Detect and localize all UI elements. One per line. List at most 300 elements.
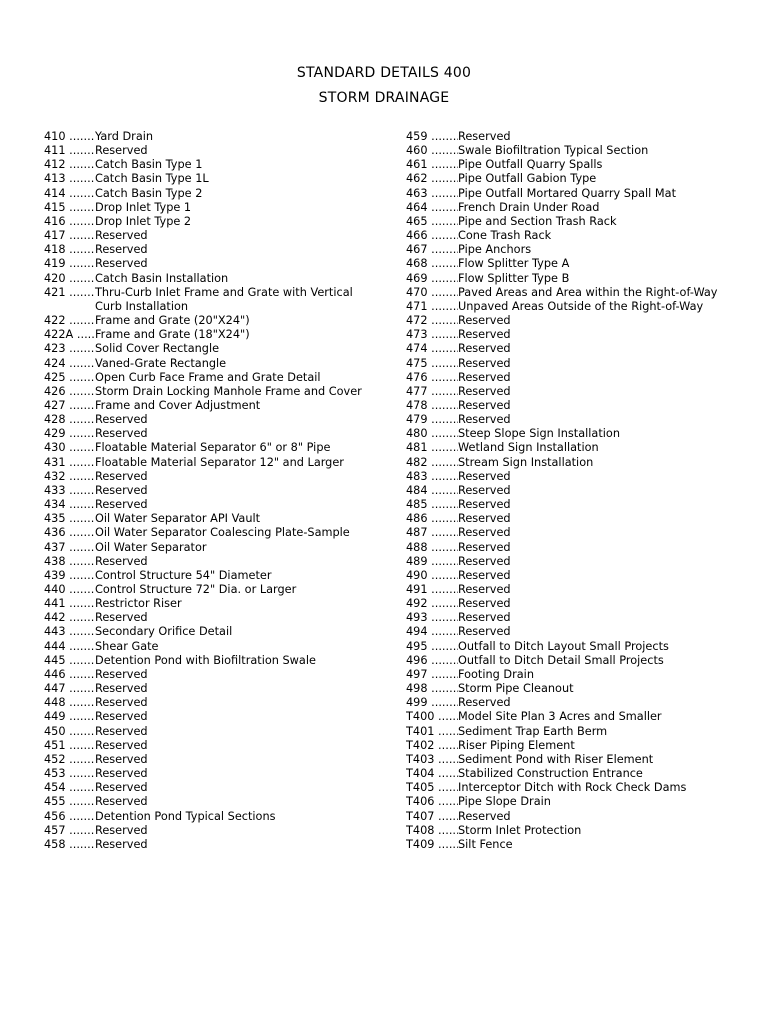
detail-number: 434 ..... (44, 498, 95, 512)
detail-number: 452 ..... (44, 753, 95, 767)
detail-number: 442 ..... (44, 611, 95, 625)
detail-description: Stabilized Construction Entrance (458, 767, 643, 781)
index-entry (406, 243, 746, 257)
document-subtitle: STORM DRAINAGE (318, 90, 450, 106)
detail-description: Pipe Outfall Quarry Spalls (458, 158, 603, 172)
detail-description: Model Site Plan 3 Acres and Smaller (458, 710, 662, 724)
detail-description: Reserved (458, 611, 511, 625)
detail-description: Reserved (95, 823, 148, 837)
index-entry (44, 456, 374, 470)
detail-number: 428 ..... (44, 413, 95, 427)
detail-number: 456 ..... (44, 810, 95, 824)
detail-description: Reserved (95, 667, 148, 681)
index-entry (44, 541, 374, 555)
detail-number: 437 ..... (44, 541, 95, 555)
detail-number: 414 ..... (44, 187, 95, 201)
detail-description: Reserved (95, 469, 148, 483)
detail-description: Thru-Curb Inlet Frame and Grate with Vertical Curb Installation (95, 285, 353, 313)
detail-description: Reserved (458, 583, 511, 596)
index-entry (44, 272, 374, 286)
index-entry (406, 668, 746, 682)
detail-number: T405 ..... (406, 781, 458, 795)
detail-description: Footing Drain (458, 667, 534, 681)
detail-description: Reserved (458, 809, 511, 823)
detail-number: 480 ..... (406, 427, 458, 441)
detail-description: Flow Splitter Type A (458, 257, 570, 271)
detail-number: 433 ..... (44, 484, 95, 498)
index-entry (406, 484, 746, 498)
index-entry (406, 357, 746, 371)
detail-description: Reserved (458, 625, 511, 639)
detail-number: 426 ..... (44, 385, 95, 399)
index-entry (406, 597, 746, 611)
detail-description: Pipe Slope Drain (458, 795, 551, 809)
index-entry (406, 541, 746, 555)
detail-description: Pipe Outfall Mortared Quarry Spall Mat (458, 186, 676, 200)
index-entry (44, 371, 374, 385)
index-entry (406, 696, 746, 710)
detail-description: Restrictor Riser (95, 597, 182, 611)
detail-description: Floatable Material Separator 6" or 8" Pipe (95, 441, 331, 455)
detail-number: 441 ..... (44, 597, 95, 611)
index-entry (44, 668, 374, 682)
index-entry (406, 314, 746, 328)
detail-number: 479 ..... (406, 413, 458, 427)
detail-description: Detention Pond Typical Sections (95, 809, 276, 823)
detail-number: 481 ..... (406, 441, 458, 455)
detail-description: Detention Pond with Biofiltration Swale (95, 653, 316, 667)
detail-number: 447 ..... (44, 682, 95, 696)
detail-number: 453 ..... (44, 767, 95, 781)
detail-number: 490 ..... (406, 569, 458, 583)
index-entry (44, 498, 374, 512)
index-entry (406, 158, 746, 172)
detail-number: 462 ..... (406, 172, 458, 186)
detail-number: T403 ..... (406, 753, 458, 767)
detail-number: 458 ..... (44, 838, 95, 852)
detail-number: 444 ..... (44, 640, 95, 654)
index-entry (44, 342, 374, 356)
detail-description: French Drain Under Road (458, 200, 600, 214)
detail-description: Secondary Orifice Detail (95, 625, 233, 639)
index-entry (44, 427, 374, 441)
detail-number: 498 ..... (406, 682, 458, 696)
detail-number: 425 ..... (44, 371, 95, 385)
detail-description: Wetland Sign Installation (458, 441, 599, 455)
detail-number: T404 ..... (406, 767, 458, 781)
index-entry (406, 441, 746, 455)
index-entry (44, 725, 374, 739)
index-entry (44, 201, 374, 215)
detail-number: 465 ..... (406, 215, 458, 229)
detail-number: 416 ..... (44, 215, 95, 229)
detail-number: 469 ..... (406, 272, 458, 286)
index-entry (406, 767, 746, 781)
index-entry (406, 824, 746, 838)
detail-description: Reserved (95, 724, 148, 738)
detail-number: 457 ..... (44, 824, 95, 838)
detail-description: Frame and Cover Adjustment (95, 398, 261, 412)
detail-description: Reserved (95, 781, 148, 795)
detail-description: Vaned-Grate Rectangle (95, 356, 227, 370)
index-entry (44, 257, 374, 271)
detail-description: Pipe and Section Trash Rack (458, 214, 617, 228)
detail-description: Reserved (458, 568, 511, 582)
index-entry (406, 710, 746, 724)
index-entry (406, 399, 746, 413)
detail-description: Reserved (95, 795, 148, 809)
index-entry (406, 781, 746, 795)
index-entry (406, 838, 746, 852)
detail-number: 448 ..... (44, 696, 95, 710)
index-entry (406, 640, 746, 654)
index-entry (406, 385, 746, 399)
detail-number: 435 ..... (44, 512, 95, 526)
detail-description: Open Curb Face Frame and Grate Detail (95, 370, 321, 384)
detail-description: Shear Gate (95, 639, 159, 653)
detail-number: 415 ..... (44, 201, 95, 215)
detail-description: Control Structure 54" Diameter (95, 568, 272, 582)
index-entry (406, 427, 746, 441)
detail-description: Silt Fence (458, 837, 513, 851)
detail-description: Oil Water Separator (95, 540, 207, 554)
detail-number: 420 ..... (44, 272, 95, 286)
detail-description: Paved Areas and Area within the Right-of-Way (458, 285, 718, 299)
detail-description: Reserved (458, 370, 511, 384)
detail-description: Cone Trash Rack (458, 229, 552, 243)
detail-number: 482 ..... (406, 456, 458, 470)
detail-description: Reserved (95, 257, 148, 271)
detail-number: 461 ..... (406, 158, 458, 172)
index-entry (406, 286, 746, 300)
detail-number: 449 ..... (44, 710, 95, 724)
detail-number: 412 ..... (44, 158, 95, 172)
detail-description: Sediment Trap Earth Berm (458, 724, 608, 738)
index-entry (406, 130, 746, 144)
index-entry (406, 569, 746, 583)
index-entry (44, 640, 374, 654)
detail-description: Reserved (458, 483, 511, 497)
detail-number: T409 ..... (406, 838, 458, 852)
detail-description: Stream Sign Installation (458, 455, 594, 469)
detail-number: 497 ..... (406, 668, 458, 682)
index-entry (406, 172, 746, 186)
detail-number: 455 ..... (44, 795, 95, 809)
index-entry (44, 187, 374, 201)
detail-number: T402 ..... (406, 739, 458, 753)
detail-description: Interceptor Ditch with Rock Check Dams (458, 781, 687, 795)
index-entry (44, 413, 374, 427)
detail-description: Reserved (458, 398, 511, 412)
index-entry (44, 328, 374, 342)
detail-number: 494 ..... (406, 625, 458, 639)
index-entry (406, 456, 746, 470)
index-entry (44, 286, 374, 314)
index-entry (44, 229, 374, 243)
index-entry (44, 441, 374, 455)
detail-number: 468 ..... (406, 257, 458, 271)
index-entry (44, 611, 374, 625)
detail-description: Reserved (95, 710, 148, 724)
detail-number: T406 ..... (406, 795, 458, 809)
detail-description: Reserved (458, 554, 511, 568)
detail-number: 477 ..... (406, 385, 458, 399)
detail-description: Reserved (95, 837, 148, 851)
detail-description: Reserved (458, 130, 511, 143)
detail-number: 460 ..... (406, 144, 458, 158)
detail-number: 484 ..... (406, 484, 458, 498)
detail-number: 422 ..... (44, 314, 95, 328)
detail-number: 464 ..... (406, 201, 458, 215)
detail-description: Pipe Outfall Gabion Type (458, 172, 597, 186)
detail-description: Reserved (458, 384, 511, 398)
detail-description: Oil Water Separator Coalescing Plate-Sample (95, 526, 350, 540)
detail-description: Outfall to Ditch Layout Small Projects (458, 639, 669, 653)
index-entry (44, 399, 374, 413)
detail-number: 466 ..... (406, 229, 458, 243)
index-entry (406, 583, 746, 597)
index-entry (44, 512, 374, 526)
index-entry (406, 470, 746, 484)
detail-number: 472 ..... (406, 314, 458, 328)
index-entry (44, 625, 374, 639)
detail-description: Outfall to Ditch Detail Small Projects (458, 653, 664, 667)
detail-description: Storm Drain Locking Manhole Frame and Cover (95, 384, 362, 398)
index-entry (44, 753, 374, 767)
index-entry (406, 512, 746, 526)
index-entry (406, 144, 746, 158)
index-entry (44, 144, 374, 158)
detail-number: 423 ..... (44, 342, 95, 356)
detail-description: Reserved (95, 738, 148, 752)
detail-number: 422A ..... (44, 328, 95, 342)
detail-description: Reserved (95, 413, 148, 427)
detail-description: Reserved (458, 696, 511, 710)
detail-description: Reserved (458, 342, 511, 356)
index-entry (44, 385, 374, 399)
index-entry (44, 470, 374, 484)
index-entry (406, 611, 746, 625)
detail-number: 438 ..... (44, 555, 95, 569)
detail-number: 483 ..... (406, 470, 458, 484)
index-entry (44, 654, 374, 668)
detail-number: 443 ..... (44, 625, 95, 639)
detail-description: Frame and Grate (20"X24") (95, 314, 250, 328)
detail-number: 474 ..... (406, 342, 458, 356)
detail-description: Reserved (458, 356, 511, 370)
index-entry (44, 710, 374, 724)
detail-description: Reserved (458, 498, 511, 512)
detail-description: Reserved (95, 767, 148, 781)
detail-description: Reserved (95, 144, 148, 158)
detail-number: 489 ..... (406, 555, 458, 569)
detail-description: Catch Basin Type 2 (95, 186, 203, 200)
detail-description: Reserved (458, 540, 511, 554)
detail-description: Yard Drain (95, 130, 154, 143)
detail-number: 421 ..... (44, 286, 95, 314)
detail-description: Oil Water Separator API Vault (95, 512, 261, 526)
index-entry (406, 201, 746, 215)
detail-description: Reserved (95, 483, 148, 497)
index-entry (406, 187, 746, 201)
detail-description: Swale Biofiltration Typical Section (458, 144, 649, 158)
detail-description: Reserved (458, 597, 511, 611)
index-entry (406, 342, 746, 356)
detail-number: T408 ..... (406, 824, 458, 838)
index-entry (44, 696, 374, 710)
index-entry (406, 215, 746, 229)
detail-number: 446 ..... (44, 668, 95, 682)
document-title: STANDARD DETAILS 400 (296, 65, 472, 81)
index-entry (406, 654, 746, 668)
detail-number: 418 ..... (44, 243, 95, 257)
detail-description: Drop Inlet Type 1 (95, 200, 192, 214)
index-entry (44, 739, 374, 753)
detail-description: Catch Basin Type 1L (95, 172, 209, 186)
detail-description: Drop Inlet Type 2 (95, 214, 192, 228)
index-entry (406, 795, 746, 809)
detail-number: 454 ..... (44, 781, 95, 795)
index-entry (44, 215, 374, 229)
index-entry (406, 328, 746, 342)
detail-number: 429 ..... (44, 427, 95, 441)
detail-number: 410 ..... (44, 130, 95, 144)
detail-number: 450 ..... (44, 725, 95, 739)
detail-description: Reserved (95, 611, 148, 625)
detail-description: Riser Piping Element (458, 738, 575, 752)
detail-description: Steep Slope Sign Installation (458, 427, 620, 441)
index-entry (44, 569, 374, 583)
detail-number: 475 ..... (406, 357, 458, 371)
index-entry (44, 357, 374, 371)
detail-description: Reserved (458, 512, 511, 526)
detail-number: 487 ..... (406, 526, 458, 540)
detail-description: Reserved (95, 498, 148, 512)
detail-description: Unpaved Areas Outside of the Right-of-Way (458, 299, 704, 313)
detail-number: 445 ..... (44, 654, 95, 668)
detail-description: Reserved (95, 696, 148, 710)
detail-description: Catch Basin Type 1 (95, 158, 203, 172)
detail-description: Reserved (458, 469, 511, 483)
detail-description: Reserved (95, 554, 148, 568)
detail-description: Storm Pipe Cleanout (458, 682, 574, 696)
detail-description: Reserved (95, 243, 148, 257)
detail-number: 495 ..... (406, 640, 458, 654)
index-entry (406, 272, 746, 286)
index-entry (44, 824, 374, 838)
detail-description: Catch Basin Installation (95, 271, 229, 285)
detail-number: 491 ..... (406, 583, 458, 597)
index-entry (44, 172, 374, 186)
detail-number: 411 ..... (44, 144, 95, 158)
index-entry (406, 526, 746, 540)
index-entry (406, 682, 746, 696)
right-index-column (406, 130, 746, 852)
detail-number: 459 ..... (406, 130, 458, 144)
detail-number: 432 ..... (44, 470, 95, 484)
index-entry (44, 484, 374, 498)
detail-number: 430 ..... (44, 441, 95, 455)
detail-description: Reserved (95, 682, 148, 696)
detail-description: Reserved (458, 314, 511, 328)
detail-description: Reserved (95, 229, 148, 243)
detail-description: Reserved (458, 413, 511, 427)
detail-description: Pipe Anchors (458, 243, 532, 257)
index-entry (44, 130, 374, 144)
index-entry (44, 243, 374, 257)
detail-number: 478 ..... (406, 399, 458, 413)
detail-number: 419 ..... (44, 257, 95, 271)
index-entry (406, 555, 746, 569)
index-entry (44, 682, 374, 696)
detail-number: 488 ..... (406, 541, 458, 555)
index-entry (406, 300, 746, 314)
detail-number: 439 ..... (44, 569, 95, 583)
detail-description: Reserved (458, 328, 511, 342)
detail-number: 470 ..... (406, 286, 458, 300)
detail-description: Floatable Material Separator 12" and Larger (95, 455, 344, 469)
index-entry (406, 371, 746, 385)
index-entry (406, 257, 746, 271)
detail-number: 463 ..... (406, 187, 458, 201)
detail-number: 492 ..... (406, 597, 458, 611)
index-entry (44, 597, 374, 611)
detail-number: 485 ..... (406, 498, 458, 512)
detail-number: 473 ..... (406, 328, 458, 342)
detail-number: 440 ..... (44, 583, 95, 597)
index-entry (44, 526, 374, 540)
index-entry (44, 583, 374, 597)
detail-description: Control Structure 72" Dia. or Larger (95, 583, 297, 596)
detail-number: 467 ..... (406, 243, 458, 257)
detail-description: Frame and Grate (18"X24") (95, 328, 250, 342)
index-entry (44, 767, 374, 781)
detail-number: 436 ..... (44, 526, 95, 540)
index-entry (406, 498, 746, 512)
index-entry (406, 625, 746, 639)
left-index-column (44, 130, 374, 852)
index-entry (406, 739, 746, 753)
detail-description: Solid Cover Rectangle (95, 342, 220, 356)
detail-number: 417 ..... (44, 229, 95, 243)
index-entry (44, 795, 374, 809)
detail-description: Reserved (95, 427, 148, 441)
detail-number: 431 ..... (44, 456, 95, 470)
detail-number: T400 ..... (406, 710, 458, 724)
detail-number: 476 ..... (406, 371, 458, 385)
detail-description: Reserved (95, 752, 148, 766)
detail-description: Sediment Pond with Riser Element (458, 752, 654, 766)
detail-number: 496 ..... (406, 654, 458, 668)
detail-number: 451 ..... (44, 739, 95, 753)
index-entry (44, 158, 374, 172)
detail-number: T407 ..... (406, 810, 458, 824)
detail-number: T401 ..... (406, 725, 458, 739)
index-entry (406, 810, 746, 824)
detail-number: 493 ..... (406, 611, 458, 625)
detail-number: 413 ..... (44, 172, 95, 186)
detail-number: 471 ..... (406, 300, 458, 314)
index-entry (406, 753, 746, 767)
index-entry (406, 229, 746, 243)
detail-number: 486 ..... (406, 512, 458, 526)
detail-description: Storm Inlet Protection (458, 823, 582, 837)
index-entry (406, 725, 746, 739)
index-entry (44, 555, 374, 569)
index-entry (406, 413, 746, 427)
detail-number: 499 ..... (406, 696, 458, 710)
index-entry (44, 838, 374, 852)
